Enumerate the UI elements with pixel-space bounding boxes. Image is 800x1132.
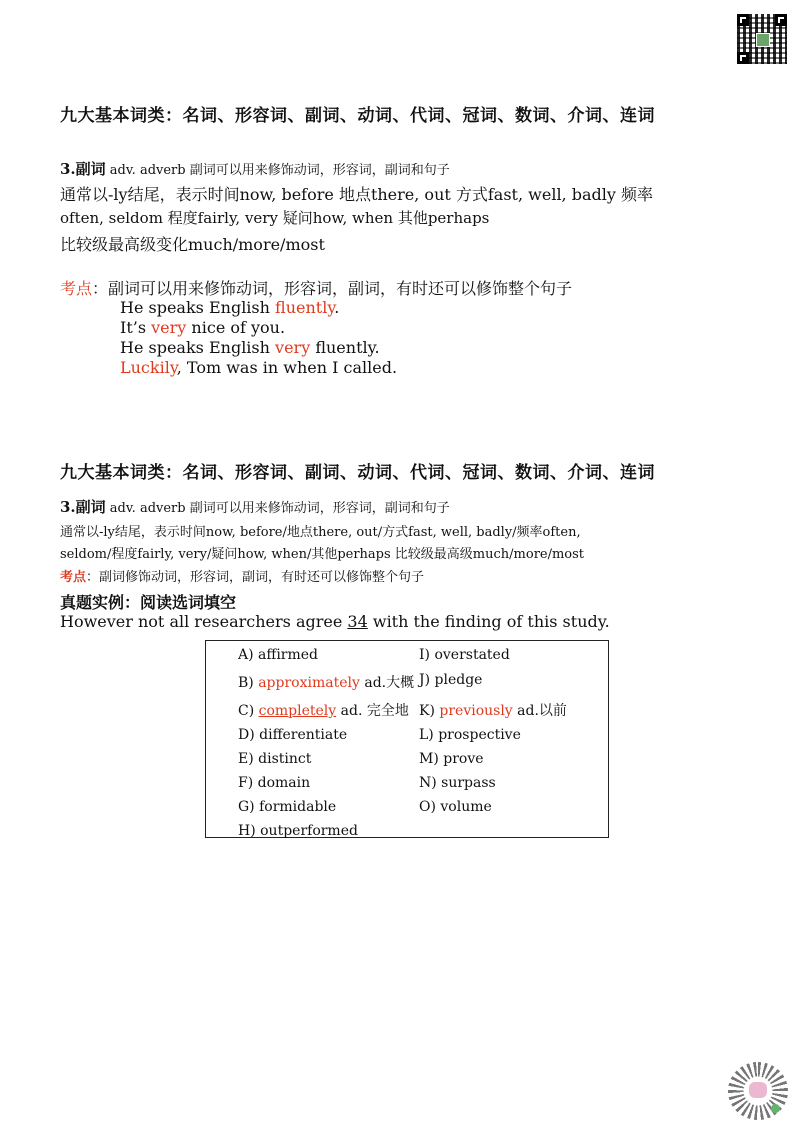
example-highlight: very <box>151 318 187 337</box>
exam-title: 真题实例：阅读选词填空 <box>60 593 237 612</box>
section1-number: 3.副词 <box>60 160 106 178</box>
option-item: N) surpass <box>419 775 496 791</box>
section2-line2: 通常以-ly结尾，表示时间now, before/地点there, out/方式fast, well, badly/频率often, <box>60 525 581 540</box>
example-line: He speaks English very fluently. <box>120 338 380 357</box>
option-item: H) outperformed <box>238 823 358 839</box>
section1-heading: 九大基本词类：名词、形容词、副词、动词、代词、冠词、数词、介词、连词 <box>60 106 655 126</box>
option-item: I) overstated <box>419 647 510 663</box>
point-label: 考点 <box>60 570 87 585</box>
option-item: G) formidable <box>238 799 337 815</box>
example-highlight: fluently <box>275 298 335 317</box>
option-item: E) distinct <box>238 751 312 767</box>
option-item: M) prove <box>419 751 484 767</box>
section2-heading: 九大基本词类：名词、形容词、副词、动词、代词、冠词、数词、介词、连词 <box>60 463 655 483</box>
point-text: ：副词修饰动词，形容词，副词，有时还可以修饰整个句子 <box>86 570 425 585</box>
example-highlight: very <box>275 338 311 357</box>
option-item: C) completely ad. 完全地 <box>238 703 409 719</box>
example-line: Luckily, Tom was in when I called. <box>120 358 398 377</box>
qr-code-icon <box>737 14 787 64</box>
word-bank-box <box>205 640 609 838</box>
option-item: D) differentiate <box>238 727 348 743</box>
section1-line2: 通常以-ly结尾，表示时间now, before 地点there, out 方式fast, well, badly 频率 <box>60 185 653 204</box>
section1-point <box>60 276 572 299</box>
app-logo-seal-icon <box>728 1062 788 1120</box>
option-item: K) previously ad.以前 <box>419 703 567 719</box>
section1-title <box>60 158 450 179</box>
section2-desc: adv. adverb 副词可以用来修饰动词，形容词，副词和句子 <box>105 501 450 516</box>
option-item: O) volume <box>419 799 492 815</box>
option-item: A) affirmed <box>238 647 319 663</box>
section1-desc: adv. adverb 副词可以用来修饰动词，形容词，副词和句子 <box>105 163 450 178</box>
point-label: 考点 <box>60 279 93 298</box>
blank-number: 34 <box>347 612 368 631</box>
section1-line4: 比较级最高级变化much/more/most <box>60 235 325 254</box>
exam-sentence: However not all researchers agree 34 with the finding of this study. <box>60 612 610 631</box>
example-line: It’s very nice of you. <box>120 318 286 337</box>
option-item: B) approximately ad.大概 <box>238 675 415 691</box>
section2-line3: seldom/程度fairly, very/疑问how, when/其他perhaps 比较级最高级much/more/most <box>60 547 585 562</box>
point-text: ：副词可以用来修饰动词，形容词，副词，有时还可以修饰整个句子 <box>92 279 573 298</box>
section2-point <box>60 566 424 585</box>
example-highlight: Luckily <box>120 358 177 377</box>
section2-title <box>60 496 450 517</box>
option-item: F) domain <box>238 775 311 791</box>
section2-number: 3.副词 <box>60 498 106 516</box>
option-item: J) pledge <box>419 672 483 688</box>
option-item: L) prospective <box>419 727 521 743</box>
section1-line3: often, seldom 程度fairly, very 疑问how, when 其他perhaps <box>60 209 490 227</box>
example-line: He speaks English fluently. <box>120 298 340 317</box>
